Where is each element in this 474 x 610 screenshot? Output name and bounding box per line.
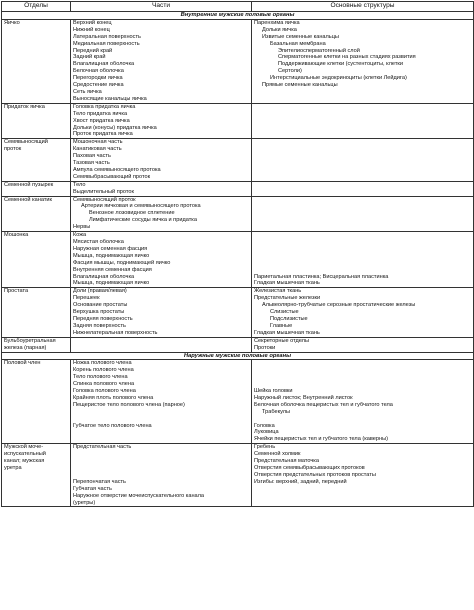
organ-name-line: Бульбоуретральная (4, 337, 56, 344)
parts-cell (71, 196, 252, 232)
part-item: Губчатая часть (73, 485, 112, 492)
part-item: Верхний конец (73, 19, 112, 26)
part-item: Паховая часть (73, 153, 111, 160)
parts-cell (71, 288, 252, 337)
part-item: Дольки (конусы) придатка яичка (73, 124, 157, 131)
organ-name-line: Семявыносящий (4, 139, 48, 146)
part-item (73, 472, 249, 479)
part-item: Лимфатические сосуды яичка и придатка (89, 217, 197, 224)
structure-item: Секреторные отделы (254, 337, 309, 344)
part-item: Нервы (73, 224, 91, 231)
structure-item: Семенной холмик (254, 451, 301, 458)
part-item: Белочная оболочка (73, 68, 124, 75)
organ-name-line: Простата (4, 288, 29, 295)
structure-item: Паренхима яичка (254, 19, 300, 26)
part-item: Проток придатка яичка (73, 131, 133, 138)
structures-cell (252, 196, 474, 232)
part-item: Нижний конец (73, 26, 110, 33)
structure-item: Париетальная пластинка; Висцеральная пластинка (254, 273, 389, 280)
organ-cell (2, 103, 71, 139)
parts-cell (71, 444, 252, 507)
part-item: Латеральная поверхность (73, 33, 141, 40)
header-structures: Основные структуры (252, 2, 474, 12)
section-title: Наружные мужские половые органы (2, 352, 474, 360)
structure-item: Луковица (254, 429, 279, 436)
table-row (2, 139, 474, 181)
structure-item: Трабекулы (262, 408, 291, 415)
section-header-row (2, 12, 474, 20)
part-item (73, 429, 249, 436)
structures-cell (252, 360, 474, 444)
part-item: Мошоночная часть (73, 139, 123, 146)
table-row (2, 360, 474, 444)
part-item: Перепончатая часть (73, 478, 126, 485)
organ-name-line: проток (4, 146, 22, 153)
structure-item (254, 260, 471, 267)
section-title: Внутренние мужские половые органы (2, 12, 474, 20)
parts-cell (71, 337, 252, 352)
organ-cell (2, 19, 71, 103)
part-item: Средостение яичка (73, 82, 124, 89)
parts-cell (71, 103, 252, 139)
table-row (2, 19, 474, 103)
header-parts: Части (71, 2, 252, 12)
part-item (73, 436, 249, 443)
structure-item (254, 374, 471, 381)
structure-item (254, 267, 471, 274)
part-item: Влагалищная оболочка (73, 273, 135, 280)
organ-name-line: Яичко (4, 19, 20, 26)
structure-item (254, 246, 471, 253)
structure-item: Интерстициальные эндокриноциты (клетки Лейдига) (270, 75, 407, 82)
parts-cell (71, 19, 252, 103)
structure-item: Гладкая мышечная ткань (254, 280, 320, 287)
part-item: Кожа (73, 232, 87, 239)
table-body (2, 12, 474, 507)
table-row (2, 288, 474, 337)
organ-name-line: железа (парная) (4, 344, 47, 351)
part-item: Основание простаты (73, 302, 128, 309)
organ-cell (2, 139, 71, 181)
part-item: Медиальная поверхность (73, 40, 140, 47)
organ-name-line: Половой член (4, 360, 41, 367)
part-item: Мясистая оболочка (73, 239, 124, 245)
organ-name-line: Семенной канатик (4, 196, 52, 203)
structures-cell (252, 19, 474, 103)
part-item: Задняя поверхность (73, 322, 126, 329)
part-item: Выносящие канальцы яичка (73, 95, 147, 102)
part-item: Тазовая часть (73, 160, 110, 167)
part-item: Перегородки яичка (73, 75, 123, 82)
organ-cell (2, 196, 71, 232)
part-item: Передняя поверхность (73, 315, 133, 322)
structure-item: Шейка головки (254, 388, 293, 395)
organ-cell (2, 232, 71, 288)
part-item: Тело придатка яичка (73, 110, 128, 117)
part-item: Мышца, поднимающая яичко (73, 280, 150, 287)
part-item: Внутренняя семенная фасция (73, 266, 152, 273)
organ-cell (2, 444, 71, 507)
part-item: Венозное лозовидное сплетение (89, 210, 175, 217)
structure-item: Базальная мембрана (270, 40, 326, 47)
part-item: Корень полового члена (73, 367, 134, 374)
part-item: Наружное отверстие мочеиспускательного канала (73, 492, 205, 499)
structure-item (254, 239, 471, 246)
structure-item: Гладкая мышечная ткань (254, 329, 320, 336)
parts-cell (71, 139, 252, 181)
structures-cell (252, 288, 474, 337)
structure-item: Предстательная маточка (254, 458, 319, 465)
structure-item: Сперматогенные клетки на разных стадиях развития (278, 54, 416, 61)
structure-item: Гребень (254, 444, 276, 451)
table-row (2, 232, 474, 288)
part-item (73, 465, 249, 472)
table-row (2, 196, 474, 232)
part-item: Выделительный проток (73, 188, 134, 195)
table-row (2, 444, 474, 507)
structure-item: Железистая ткань (254, 288, 302, 295)
structure-item (254, 493, 471, 500)
part-item (73, 458, 249, 465)
structure-item: Головка (254, 422, 275, 429)
part-item: Перешеек (73, 295, 100, 302)
organ-name-line: уретра (4, 465, 22, 471)
part-item: Крайняя плоть полового члена (73, 394, 154, 401)
structure-item (254, 360, 471, 367)
structure-item (254, 232, 471, 239)
table-row (2, 103, 474, 139)
structures-cell (252, 232, 474, 288)
section-header-row (2, 352, 474, 360)
structure-item: Отверстия предстательных протоков простаты (254, 471, 376, 478)
structure-item: Прямые семенные канальцы (262, 82, 338, 89)
structure-item: Поддерживающие клетки (сустентоциты, клетки (278, 61, 403, 68)
structures-cell (252, 181, 474, 196)
organ-cell (2, 337, 71, 352)
part-item: Артерии яичковая и семявыносящего протока (81, 203, 201, 210)
part-item: Головка придатка яичка (73, 103, 136, 110)
structure-item: Ячейки пещеристых тел и губчатого тела (каверны) (254, 436, 389, 443)
structure-item: Белочная оболочка пещеристых тел и губчатого тела (254, 401, 393, 408)
part-item: Пещеристое тело полового члена (парное) (73, 401, 185, 408)
part-item: (уретры) (73, 499, 96, 506)
table-row (2, 337, 474, 352)
part-item: Хвост придатка яичка (73, 117, 130, 124)
structures-cell (252, 103, 474, 139)
part-item: Семявыносящий проток (73, 196, 136, 203)
structure-item: Главные (270, 322, 293, 329)
table-row (2, 181, 474, 196)
part-item: Тело полового члена (73, 374, 128, 381)
parts-cell (71, 181, 252, 196)
structure-item: Изгибы: верхний, задний, передний (254, 478, 347, 485)
structure-item: Слизистые (270, 309, 299, 316)
organ-name-line: испускательный (4, 451, 46, 458)
part-item: Мышца, поднимающая яичко (73, 252, 150, 259)
organ-name-line: Семенной пузырек (4, 181, 54, 188)
structure-item: Дольки яичка (262, 26, 297, 33)
structure-item: Сертоли) (278, 68, 302, 75)
part-item: Нижнелатеральная поверхность (73, 329, 158, 336)
parts-cell (71, 232, 252, 288)
part-item: Предстательная часть (73, 444, 132, 451)
structure-item: Альвеолярно-трубчатые серозные простатические железы (262, 302, 416, 309)
structure-item: Извитые семенные канальцы (262, 33, 339, 40)
organ-cell (2, 181, 71, 196)
part-item: Сеть яичка (73, 88, 102, 95)
part-item: Ампула семявыносящего протока (73, 166, 161, 173)
part-item: Фасция мышцы, поднимающей яичко (73, 259, 171, 266)
structures-cell (252, 139, 474, 181)
organ-name-line: Мужской моче- (4, 444, 44, 451)
part-item: Доли (правая/левая) (73, 288, 127, 295)
part-item: Задний край (73, 54, 106, 61)
structure-item: Предстательные железки (254, 295, 321, 302)
organ-name-line: канал; мужская (4, 458, 45, 465)
structure-item (254, 367, 471, 374)
part-item: Влагалищная оболочка (73, 61, 135, 68)
structure-item: Отверстия семявыбрасывающих протоков (254, 465, 365, 471)
part-item: Губчатое тело полового члена (73, 422, 152, 429)
structure-item (254, 486, 471, 493)
organ-name-line: Придаток яичка (4, 103, 45, 110)
part-item: Ножка полового члена (73, 360, 132, 367)
part-item: Передний край (73, 47, 113, 54)
part-item (73, 416, 249, 423)
structure-item (254, 500, 471, 507)
part-item: Наружная семенная фасция (73, 245, 148, 252)
part-item: Канатиковая часть (73, 146, 122, 153)
structures-cell (252, 444, 474, 507)
organ-cell (2, 360, 71, 444)
structure-item (254, 416, 471, 423)
part-item: Тело (73, 181, 86, 188)
part-item: Головка полового члена (73, 388, 136, 395)
structure-item (254, 381, 471, 388)
organ-cell (2, 288, 71, 337)
organs-table (1, 1, 474, 507)
structure-item: Подслизистые (270, 315, 308, 322)
structure-item (254, 253, 471, 260)
part-item: Верхушка простаты (73, 309, 125, 316)
structure-item: Эпителиосперматогенный слой (278, 47, 360, 54)
header-departments: Отделы (2, 2, 71, 12)
header-row (2, 2, 474, 12)
part-item: Спинка полового члена (73, 381, 135, 388)
structures-cell (252, 337, 474, 352)
part-item (73, 451, 249, 458)
parts-cell (71, 360, 252, 444)
structure-item: Наружный листок; Внутренний листок (254, 394, 353, 401)
part-item (73, 409, 249, 416)
structure-item: Протоки (254, 344, 276, 351)
organ-name-line: Мошонка (4, 232, 29, 239)
part-item: Семявыбрасывающий проток (73, 173, 151, 180)
